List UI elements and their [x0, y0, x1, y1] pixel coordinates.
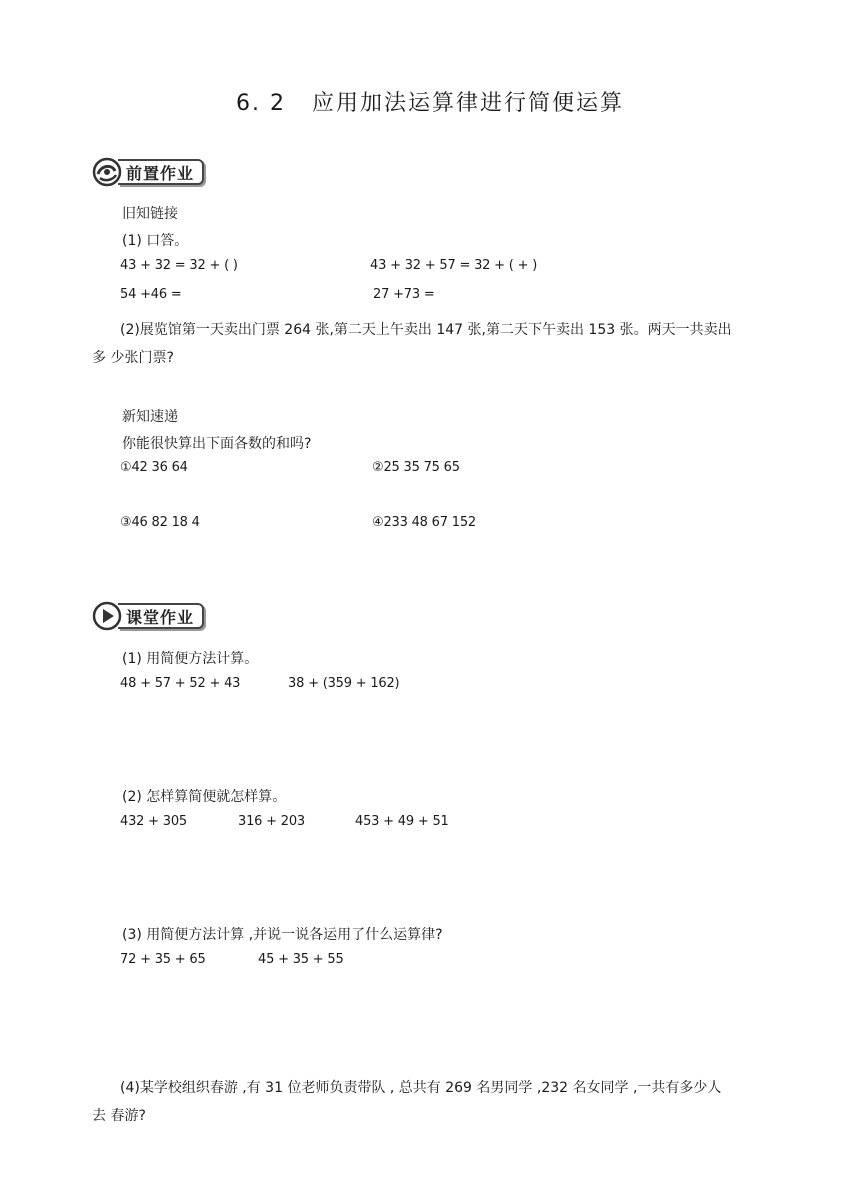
swirl-emblem-icon [92, 157, 122, 187]
section-badge-label: 课堂作业 [126, 607, 195, 627]
number-group: ②25 35 75 65 [372, 460, 460, 475]
expression: 316 + 203 [238, 814, 305, 829]
question-label: (1) 口答。 [122, 233, 189, 249]
question-label: (2) 怎样算简便就怎样算。 [122, 789, 287, 805]
title-number: 6. 2 [236, 91, 286, 116]
question-label: (3) 用简便方法计算 ,并说一说各运用了什么运算律? [122, 927, 443, 943]
expression: 43 + 32 = 32 + ( ) [120, 258, 238, 273]
expression: 453 + 49 + 51 [355, 814, 449, 829]
expression: 38 + (359 + 162) [288, 676, 400, 691]
title-text: 应用加法运算律进行简便运算 [311, 91, 624, 116]
expression: 432 + 305 [120, 814, 187, 829]
expression: 72 + 35 + 65 [120, 952, 206, 967]
play-emblem-icon [92, 601, 122, 631]
section-badge-classwork [92, 602, 204, 630]
word-problem [92, 1074, 760, 1130]
section-badge-preview [92, 158, 204, 186]
expression: 27 +73 = [373, 287, 435, 302]
expression: 48 + 57 + 52 + 43 [120, 676, 241, 691]
question-label: (1) 用简便方法计算。 [122, 651, 259, 667]
word-problem [92, 316, 760, 372]
new-knowledge-heading: 新知速递 [122, 409, 178, 425]
question-label: 你能很快算出下面各数的和吗? [122, 436, 312, 452]
number-group: ③46 82 18 4 [120, 515, 200, 530]
number-group: ④233 48 67 152 [372, 515, 476, 530]
word-problem-line: (4)某学校组织春游 ,有 31 位老师负责带队 , 总共有 269 名男同学 ,232 名女同学 ,一共有多少人 [120, 1080, 722, 1096]
word-problem-line: 去 春游? [92, 1108, 146, 1124]
old-knowledge-heading: 旧知链接 [122, 206, 178, 222]
page-title [0, 86, 860, 117]
expression: 43 + 32 + 57 = 32 + ( + ) [370, 258, 538, 273]
expression: 45 + 35 + 55 [258, 952, 344, 967]
expression: 54 +46 = [120, 287, 182, 302]
section-badge-label: 前置作业 [126, 163, 195, 183]
word-problem-line: 多 少张门票? [92, 350, 174, 366]
word-problem-line: (2)展览馆第一天卖出门票 264 张,第二天上午卖出 147 张,第二天下午卖出 153 张。两天一共卖出 [120, 322, 732, 338]
number-group: ①42 36 64 [120, 460, 188, 475]
